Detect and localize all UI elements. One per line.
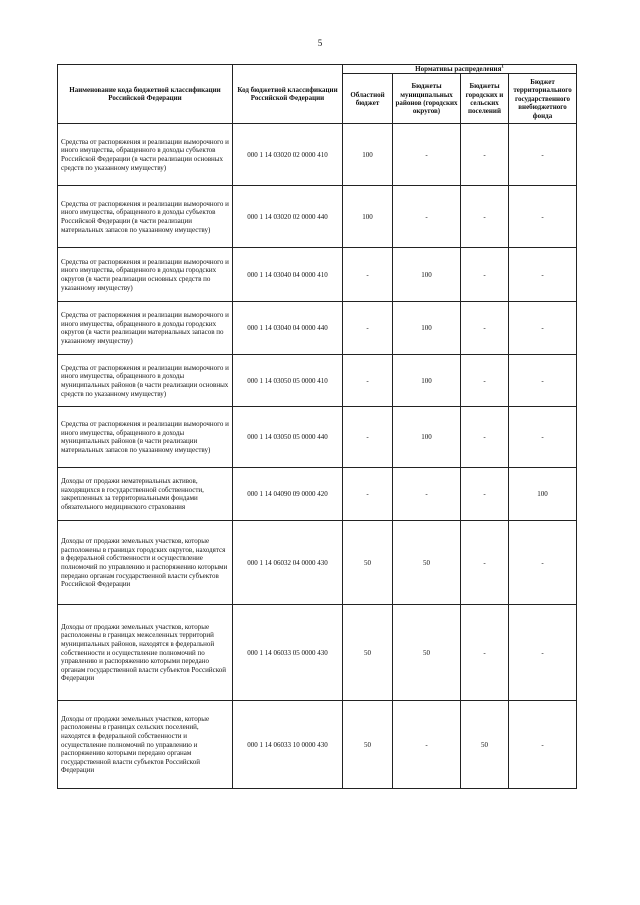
row-fund: - — [509, 701, 577, 789]
row-name: Доходы от продажи нематериальных активов, находящихся в государственной собственности, закрепленных за территориальными фондами обязательного медицинского страхования — [58, 468, 233, 521]
row-municipal: - — [393, 124, 461, 186]
table-row — [58, 355, 577, 407]
row-settlements: - — [461, 248, 509, 302]
row-code: 000 1 14 03050 05 0000 410 — [233, 355, 343, 407]
table-row — [58, 605, 577, 701]
row-code: 000 1 14 03040 04 0000 410 — [233, 248, 343, 302]
row-settlements: - — [461, 521, 509, 605]
row-fund: - — [509, 407, 577, 468]
row-name: Средства от распоряжения и реализации выморочного и иного имущества, обращенного в доходы городских округов (в части реализации основных средств по указанному имуществу) — [58, 248, 233, 302]
table-row — [58, 521, 577, 605]
table-row — [58, 124, 577, 186]
row-municipal: 100 — [393, 248, 461, 302]
budget-distribution-table — [57, 64, 577, 789]
row-municipal: 50 — [393, 521, 461, 605]
row-regional: 50 — [343, 605, 393, 701]
row-name: Средства от распоряжения и реализации выморочного и иного имущества, обращенного в доходы муниципальных районов (в части реализации основных средств по указанному имуществу) — [58, 355, 233, 407]
row-regional: 100 — [343, 124, 393, 186]
row-regional: 50 — [343, 701, 393, 789]
row-code: 000 1 14 03050 05 0000 440 — [233, 407, 343, 468]
table-row — [58, 186, 577, 248]
row-settlements: - — [461, 355, 509, 407]
row-regional: - — [343, 468, 393, 521]
table-row — [58, 407, 577, 468]
row-municipal: 50 — [393, 605, 461, 701]
row-code: 000 1 14 06033 05 0000 430 — [233, 605, 343, 701]
header-regional: Областной бюджет — [343, 74, 393, 124]
row-regional: - — [343, 248, 393, 302]
row-settlements: - — [461, 302, 509, 355]
row-settlements: - — [461, 186, 509, 248]
page-number: 5 — [317, 38, 323, 48]
table-header — [58, 65, 577, 124]
row-code: 000 1 14 03020 02 0000 440 — [233, 186, 343, 248]
table-row — [58, 468, 577, 521]
row-code: 000 1 14 04090 09 0000 420 — [233, 468, 343, 521]
row-name: Средства от распоряжения и реализации выморочного и иного имущества, обращенного в доходы муниципальных районов (в части реализации материальных запасов по указанному имуществу) — [58, 407, 233, 468]
row-fund: - — [509, 124, 577, 186]
header-municipal: Бюджеты муниципальных районов (городских округов) — [393, 74, 461, 124]
header-group-label: Нормативы распределения — [415, 65, 502, 73]
row-municipal: - — [393, 186, 461, 248]
row-municipal: 100 — [393, 355, 461, 407]
row-code: 000 1 14 03020 02 0000 410 — [233, 124, 343, 186]
row-regional: - — [343, 407, 393, 468]
row-regional: - — [343, 302, 393, 355]
row-settlements: - — [461, 407, 509, 468]
row-fund: - — [509, 605, 577, 701]
row-municipal: 100 — [393, 302, 461, 355]
row-code: 000 1 14 06033 10 0000 430 — [233, 701, 343, 789]
row-fund: - — [509, 355, 577, 407]
header-distribution-group — [343, 65, 577, 74]
row-name: Доходы от продажи земельных участков, которые расположены в границах межселенных территорий муниципальных районов, находятся в федеральной собственности и осуществление полномочий по управлению и распоряжению которыми передано органам государственной власти субъектов Российской Федерации — [58, 605, 233, 701]
row-municipal: - — [393, 701, 461, 789]
header-code: Код бюджетной классификации Российской Федерации — [233, 65, 343, 124]
table-row — [58, 248, 577, 302]
row-settlements: - — [461, 124, 509, 186]
table-row — [58, 302, 577, 355]
row-fund: 100 — [509, 468, 577, 521]
row-name: Средства от распоряжения и реализации выморочного и иного имущества, обращенного в доходы субъектов Российской Федерации (в части реализации материальных запасов по указанному имуществу) — [58, 186, 233, 248]
row-name: Средства от распоряжения и реализации выморочного и иного имущества, обращенного в доходы субъектов Российской Федерации (в части реализации основных средств по указанному имуществу) — [58, 124, 233, 186]
row-settlements: - — [461, 468, 509, 521]
row-settlements: - — [461, 605, 509, 701]
row-regional: 100 — [343, 186, 393, 248]
row-fund: - — [509, 248, 577, 302]
header-fund: Бюджет территориального государственного внебюджетного фонда — [509, 74, 577, 124]
row-municipal: - — [393, 468, 461, 521]
row-settlements: 50 — [461, 701, 509, 789]
row-regional: - — [343, 355, 393, 407]
header-group-footnote: 1 — [501, 64, 504, 70]
row-name: Доходы от продажи земельных участков, которые расположены в границах сельских поселений, находятся в федеральной собственности и осуществление полномочий по управлению и распоряжению которыми передано органам государственной власти субъектов Российской Федерации — [58, 701, 233, 789]
row-name: Доходы от продажи земельных участков, которые расположены в границах городских округов, находятся в федеральной собственности и осуществление полномочий по управлению и распоряжению которыми передано органам государственной власти субъектов Российской Федерации — [58, 521, 233, 605]
row-code: 000 1 14 03040 04 0000 440 — [233, 302, 343, 355]
table-row — [58, 701, 577, 789]
row-name: Средства от распоряжения и реализации выморочного и иного имущества, обращенного в доходы городских округов (в части реализации материальных запасов по указанному имуществу) — [58, 302, 233, 355]
header-settlements: Бюджеты городских и сельских поселений — [461, 74, 509, 124]
row-fund: - — [509, 521, 577, 605]
row-code: 000 1 14 06032 04 0000 430 — [233, 521, 343, 605]
row-fund: - — [509, 186, 577, 248]
row-municipal: 100 — [393, 407, 461, 468]
table-body — [58, 124, 577, 789]
row-fund: - — [509, 302, 577, 355]
header-name: Наименование кода бюджетной классификации Российской Федерации — [58, 65, 233, 124]
row-regional: 50 — [343, 521, 393, 605]
